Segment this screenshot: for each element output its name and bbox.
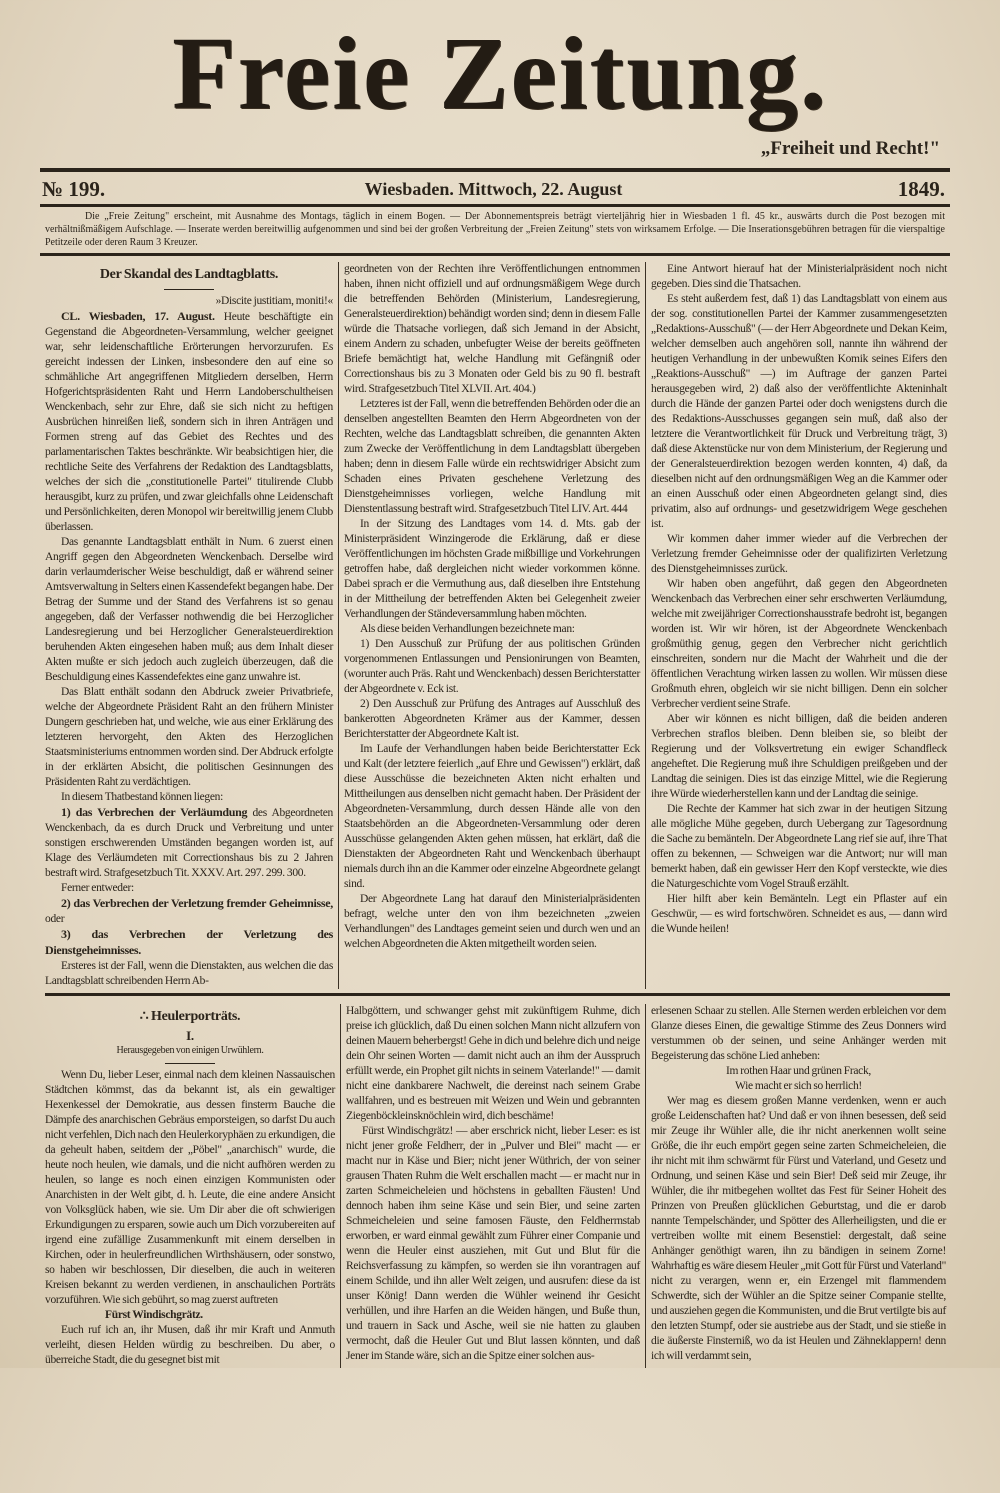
paragraph: [651, 577, 947, 712]
paragraph: [651, 712, 947, 802]
newspaper-header: [0, 0, 1000, 256]
paragraph-text: In der Sitzung des Landtages vom 14. d. Mts. gab der Ministerpräsident Winzingerode die Erklärung, daß er diese Veröffentlichungen im höchsten Grade mißbillige und Vorkehrungen getroffen habe, daß dergleichen nicht wieder vorkommen könne. Dabei sprach er die Vermuthung aus, daß dieselben ihre Entstehung in der Mittheilung der betreffenden Akten bei Gelegenheit zweier Verhandlungen der Ständeversammlung haben möchten.: [344, 518, 640, 620]
dateline: Wiesbaden. Mittwoch, 22. August: [364, 179, 623, 199]
paragraph: [45, 535, 333, 685]
newspaper-masthead: Freie Zeitung.: [172, 16, 828, 131]
paragraph-text: Eine Antwort hierauf hat der Ministerialpräsident noch nicht gegeben. Dies sind die Thatsachen.: [651, 263, 947, 290]
divider: [40, 204, 950, 207]
paragraph-lead: 2) das Verbrechen der Verletzung fremder Geheimnisse,: [61, 896, 333, 910]
issue-number: № 199.: [42, 177, 106, 201]
paragraph: [651, 1079, 946, 1094]
paragraph-text: Wenn Du, lieber Leser, einmal nach dem kleinen Nassauischen Städtchen kömmst, das da bekannt ist, als ein gewaltiger Hexenkessel der Demokratie, aus dessen finsterm Bauche die Dämpfe des anarchischen Gebräus emporsteigen, so darfst Du auch nicht verfehlen, Dich nach den Heulerkoryphäen zu erkundigen, die da geheult haben, seitdem der „Pöbel" „anarchisch" wurde, die heute noch heulen, wie damals, und die nicht aufhören werden zu heulen, so lange es noch einen einzigen Kommunisten oder Anarchisten in der Welt gibt, d. h. Leute, die eine andere Ansicht von Volksglück haben, wie sie. Um Dir aber die oft schwierigen Erkundigungen zu ersparen, sowie auch um Dich vorzubereiten auf irgend eine zufällige Zusammenkunft mit einem derselben in Kirchen, oder in heulerfreundlichen Wirthshäusern, oder sonstwo, so haben wir beschlossen, Dir dieselben, die auch in weiteren Kreisen bekannt zu werden verdienen, in anschaulichen Porträts vorzuführen. Wie sich gebührt, so mag zuerst auftreten: [45, 1069, 335, 1306]
divider: [40, 168, 950, 172]
paragraph-text: In diesem Thatbestand können liegen:: [61, 791, 223, 803]
subscription-notice: Die „Freie Zeitung" erscheint, mit Ausnahme des Montags, täglich in einem Bogen. — Der Abonnementspreis beträgt vierteljährig hier in Wiesbaden 1 fl. 45 kr., auswärts durch die Post bezogen mit verhältnißmäßigem Aufschlage. — Inserate werden bereitwillig aufgenommen und sind bei der großen Verbreitung der „Freien Zeitung" stets von wirksamem Erfolge. — Die Inserationsgebühren betragen für die vierspaltige Petitzeile oder deren Raum 3 Kreuzer.: [45, 211, 945, 248]
paragraph-text: Letzteres ist der Fall, wenn die betreffenden Behörden oder die an denselben angestellten Beamten den Herrn Abgeordneten von der Rechten, welche das Landtagsblatt schreiben, die genannten Akten zum Zwecke der Veröffentlichung in dem Landtagsblatt übergeben haben; denn in diesem Falle würde ein rechtswidriger Absicht zum Schaden eines Privaten geschehene Verletzung des Dienstgeheimnisses vorliegen, welche Handlung mit Dienstentlassung bestraft wird. Strafgesetzbuch Titel LIV. Art. 444: [344, 398, 640, 515]
paragraph: [344, 517, 640, 622]
article-title: [45, 1008, 335, 1026]
article-title: [45, 266, 333, 284]
paragraph-text: Fürst Windischgrätz.: [105, 1309, 203, 1321]
paragraph: [45, 309, 333, 535]
paragraph-text: ∴ Heulerporträts.: [139, 1009, 241, 1024]
paragraph-text: Wir haben oben angeführt, daß gegen den Abgeordneten Wenckenbach das Verbrechen einer sehr erschwerten Verläumdung, welche mit zweijähriger Correctionshausstrafe bedroht ist, begangen worden ist. Wir wir hören, ist der Abgeordnete Wenckenbach großmüthig genug, gegen den Verbrecher nicht gerichtlich einschreiten, sondern nur die Macht der Wahrheit und die der öffentlichen Verachtung wirken lassen zu wollen. Wir müssen diese Großmuth ehren, obgleich wir sie nicht billigen. Denn ein solcher Verbrecher verdient seine Strafe.: [651, 578, 947, 710]
title-separator: [165, 1063, 215, 1064]
paragraph: [45, 927, 333, 959]
paragraph-text: I.: [186, 1028, 194, 1043]
paragraph-text: geordneten von der Rechten ihre Veröffentlichungen entnommen haben, ihnen nicht offiziell und auf ordnungsmäßigem Wege durch die betreffenden Behörden (Ministerium, Landesregierung, Generalsteuerdirektion) behändigt worden sind; denn in diesem Falle würde die Thatsache vorliegen, daß sich Jemand in der Absicht, einem Andern zu schaden, unbefugter Weise der bereits geöffneten Briefe bemächtigt hat, welche Handlung mit Gefängniß oder Correctionshaus bis zu 3 Monaten oder Geld bis zu 90 fl. bestraft wird. Strafgesetzbuch Titel XLVII. Art. 404.): [344, 263, 640, 395]
paragraph-text: Ersteres ist der Fall, wenn die Dienstakten, aus welchen die das Landtagsblatt schreibenden Herrn Ab-: [45, 960, 333, 987]
paragraph: [344, 397, 640, 517]
paragraph-text: Herausgegeben von einigen Urwühlern.: [116, 1045, 264, 1056]
paragraph-text: Aber wir können es nicht billigen, daß die beiden anderen Verbrechen straflos bleiben. Denn bleiben sie, so bleibt der Regierung und der Volksvertretung ein ewiger Schandfleck angeheftet. Die Regierung muß ihre Schuldigen preißgeben und der Landtag die seinigen. Dies ist das einzige Mittel, wie die Regierung ihre Würde wiederherstellen kann und der Landtag die seinige.: [651, 713, 947, 800]
bottom-articles: [45, 993, 950, 1368]
paragraph-text: oder: [45, 913, 65, 925]
paragraph: [344, 697, 640, 742]
paragraph-text: des Abgeordneten Wenckenbach, da es durch Druck und Verbreitung und unter sonstigen erschwerenden Umständen begangen worden ist, auf Klage des Verläumdeten mit Correctionshaus bis zu 2 Jahren bestraft wird. Strafgesetzbuch Tit. XXXV. Art. 297. 299. 300.: [45, 807, 333, 879]
paragraph: [344, 262, 640, 397]
paragraph: [651, 262, 947, 292]
paragraph: [45, 1068, 335, 1308]
paragraph: [45, 790, 333, 805]
top-column-2: [338, 262, 645, 989]
paragraph-text: 1) Den Ausschuß zur Prüfung der aus politischen Gründen vorgenommenen Entlassungen und Pensionirungen von Beamten, (worunter auch Präs. Raht und Wenckenbach) dessen Berichterstatter der Abgeordnete v. Eck ist.: [344, 638, 640, 695]
paragraph-text: Wie macht er sich so herrlich!: [735, 1080, 862, 1092]
paragraph-text: erlesenen Schaar zu stellen. Alle Sternen werden erbleichen vor dem Glanze dieses Einen, die gewaltige Stimme des Zeus Donners wird verstummen ob der seinen, und seine Anhänger werden mit Begeisterung das schöne Lied anheben:: [651, 1005, 946, 1062]
paragraph-text: Wer mag es diesem großen Manne verdenken, wenn er auch große Leidenschaften hat? Und daß er von ihnen besessen, deß seid mir Zeuge ihr Wühler alle, die ihr nicht anerkennen wollt seine Größe, die ihr euch empört gegen seine zarten Schmeicheleien, die ihr nicht mit ihm schwärmt für Fürst und Vaterland, und Gesetz und Ordnung, und seinen Käse und sein Bier! Deß seid mir Zeuge, ihr Wühler, die ihr mitbegehen wolltet das Fest für Seiner Hoheit des Prinzen von Preußen glücklichen Geburtstag, und die er darob nannte Tempelschänder, und Spötter des Allerheiligsten, und die er vertreiben wollte mit einem Besenstiel: dergestalt, daß seine Anhänger genöthigt waren, ihn zu bändigen in seinem Zorne! Wahrhaftig es wäre diesem Heuler „mit Gott für Fürst und Vaterland" nicht zu verargen, wenn er, ein Erzengel mit flammendem Schwerdte, sich der Wühler an die Spitze seiner Companie stellte, und ausziehen gegen die Kommunisten, und die Brut vertilgte bis auf den letzten Stumpf, oder sie austriebe aus der Stadt, und sie stieße in die äußerste Finsterniß, wo da ist Heulen und Zähneklappern! denn ich will verdammt sein,: [651, 1095, 946, 1362]
paragraph-text: Der Abgeordnete Lang hat darauf den Ministerialpräsidenten befragt, welche unter den von ihm bezeichneten „zweien Verhandlungen" des Landtages gemeint seien und durch wen und an welchen Abgeordneten die Akten mitgetheilt worden seien.: [344, 893, 640, 950]
top-column-1: [45, 262, 338, 989]
top-articles: [45, 256, 950, 989]
paragraph-text: Heute beschäftigte ein Gegenstand die Abgeordneten-Versammlung, welcher geeignet war, sehr leidenschaftliche Erörterungen hervorzurufen. Es gereicht indessen der Linken, insbesondere den auf eine so schmähliche Art angegriffenen Mitgliedern derselben, Herrn Hofgerichtspräsidenten Raht und Herrn Landoberschultheisen Wenckenbach, sehr zur Ehre, daß sie sich nicht zu heftigen Ausbrüchen hinreißen ließ, sondern sich in ihren Anträgen und Formen streng auf das Gebiet des Rechtes und des parlamentarischen Taktes beschränkte. Wir beabsichtigen hier, die rechtliche Seite des Verfahrens der Redaktion des Landtagsblatts, welches der sich die „constitutionelle Partei" titulirende Clubb herausgibt, kurz zu prüfen, und zwar gleichfalls ohne Leidenschaft und Persönlichkeiten, deren Monopol wir bereitwillig jenem Clubb überlassen.: [45, 311, 333, 533]
paragraph-text: Hier hilft aber kein Bemänteln. Legt ein Pflaster auf ein Geschwür, — es wird fortschwören. Schneidet es aus, — dann wird die Wunde heilen!: [651, 893, 947, 935]
divider: [40, 253, 950, 256]
paragraph-lead: 1) das Verbrechen der Verläumdung: [61, 805, 248, 819]
masthead-motto: „Freiheit und Recht!": [760, 138, 940, 159]
paragraph-text: Fürst Windischgrätz! — aber erschrick nicht, lieber Leser: es ist nicht jener große Feldherr, der in „Pulver und Blei" macht — er macht nur in Käse und Bier; nicht jener Wüthrich, der von seiner grausen Thaten Ruhm die Welt erschallen macht — er macht nur in zarten Schmeicheleien und höchstens in geballten Fäusten! Und dennoch haben ihm seine Käse und sein Bier, und seine zarten Schmeicheleien und seine famosen Fäuste, den Feldherrnstab erworben, er ward einmal gewählt zum Führer einer Companie und wenn die Heuler einst ausziehen, mit Gut und Blut für die Reichsverfassung zu kämpfen, so werden sie ihn vorantragen auf einem Schilde, und ihn aller Welt zeigen, und ausrufen: diese da ist unser König! Dann werden die Wühler weinend ihr Gesicht verhüllen, und ihre Harfen an die Weiden hängen, und Buße thun, und trauern in Sack und Asche, weil sie nie hatten zu glauben vermocht, daß die Heuler Gut und Blut lassen könnten, und daß Jener im Stande wäre, sich an die Spitze einer solchen aus-: [346, 1125, 640, 1362]
paragraph-text: Halbgöttern, und schwanger gehst mit zukünftigem Ruhme, dich preise ich glücklich, daß Du einen solchen Mann nicht allzufern von deinen Mauern beherbergst! Gehe in dich und belehre dich und neige dein Ohr seinen Worten — damit nicht auch an ihm der Ausspruch erfüllt werde, ein Prophet gilt nichts in seinem Vaterlande!" — damit nicht eine dankbarere Nachwelt, die dereinst nach seinem Grabe wallfahren, und es bestreuen mit Weizen und Wein und gebrannten Ziegenböckleinsknöchlein wird, dich beschäme!: [346, 1005, 640, 1122]
paragraph-text: Im rothen Haar und grünen Frack,: [725, 1065, 871, 1077]
paragraph-text: Euch ruf ich an, ihr Musen, daß ihr mir Kraft und Anmuth verleiht, diesen Helden würdig zu beschreiben. Du aber, o überreiche Stadt, die du gesegnet bist mit: [45, 1324, 335, 1366]
bottom-column-1: [45, 1004, 340, 1368]
paragraph: [651, 892, 947, 937]
paragraph: [45, 959, 333, 989]
paragraph-text: Das genannte Landtagsblatt enthält in Num. 6 zuerst einen Angriff gegen den Abgeordneten Wenckenbach. Derselbe wird darin verlaumderischer Weise beschuldigt, daß er während seiner Amtsverwaltung in Selters einen Kassendefekt begangen habe. Der Betrag der Summe und der Stand des Verfahrens ist so genau angegeben, daß der Verfasser nothwendig die bei Herzoglicher Landesregierung und bei Herzoglicher Generalsteuerdirektion beruhenden Akten eingesehen haben muß; aus dem Inhalt dieser Akten mußte er sich jedoch auch zugleich überzeugen, daß die Beschuldigung eines Kassendefektes eine ganz unwahre ist.: [45, 536, 333, 683]
section-heading: [45, 1308, 335, 1323]
paragraph-text: Wir kommen daher immer wieder auf die Verbrechen der Verletzung fremder Geheimnisse oder der qualifizirten Verletzung des Dienstgeheimnisses zurück.: [651, 533, 947, 575]
paragraph: [651, 1004, 946, 1064]
paragraph: [344, 622, 640, 637]
paragraph: [45, 294, 333, 309]
paragraph: [651, 532, 947, 577]
paragraph-text: Ferner entweder:: [61, 882, 134, 894]
paragraph: [344, 892, 640, 952]
paragraph: [45, 881, 333, 896]
paragraph: [344, 742, 640, 892]
paragraph: [651, 292, 947, 532]
paragraph-lead: CL. Wiesbaden, 17. August.: [61, 309, 215, 323]
paragraph-text: Als diese beiden Verhandlungen bezeichnete man:: [360, 623, 575, 635]
paragraph-text: Das Blatt enthält sodann den Abdruck zweier Privatbriefe, welche der Abgeordnete Präsident Raht an den frühern Minister Dungern geschrieben hat, und welche, wie aus einer Erklärung des letzteren hervorgeht, den Akten des Herzoglichen Staatsministeriums entnommen worden sind. Der Abdruck erfolgte in der erklärten Absicht, die politischen Gesinnungen des Präsidenten Raht zu verdächtigen.: [45, 686, 333, 788]
issue-line: [42, 176, 945, 202]
paragraph-text: Der Skandal des Landtagblatts.: [99, 267, 279, 282]
top-column-3: [645, 262, 952, 989]
paragraph: [45, 805, 333, 881]
paragraph: [45, 1323, 335, 1368]
paragraph-text: Es steht außerdem fest, daß 1) das Landtagsblatt von einem aus der sog. constitutionellen Partei der Kammer zusammengesetzten „Redaktions-Ausschuß" (— der Herr Abgeordnete und Dekan Keim, welcher demselben auch angehören soll, nannte ihn während der heutigen Verhandlung in der unbewußten Komik seines Eifers den „Reaktions-Ausschuß" —) im Auftrage der ganzen Partei herausgegeben wird, 2) daß also der veröffentlichte Akteninhalt durch die Hände der ganzen Partei oder doch wenigstens durch die des Redaktions-Ausschusses gegangen sein muß, daß also der letztere die Verantwortlichkeit für Druck und Verbreitung trägt, 3) daß diese Aktenstücke nur von dem Ministerium, der Regierung und der Generalsteuerdirektion bezogen werden konnten, 4) daß, da dieselben nicht auf den ordnungsmäßigen Weg an die Kammer oder an einen Ausschuß oder einen Abgeordneten gelangt sind, dies privatim, also auf ordnungs- und gesetzwidrigem Wege geschehen ist.: [651, 293, 947, 530]
paragraph-text: Die Rechte der Kammer hat sich zwar in der heutigen Sitzung alle mögliche Mühe gegeben, durch Uebergang zur Tagesordnung die Sache zu bemänteln. Der Abgeordnete Lang rief sie auf, ihre That offen zu bekennen, — Schweigen war die Antwort; nur will man bemerkt haben, daß ein gewisser Herr den Kopf versteckte, wie dies die Naturgeschichte vom Vogel Strauß erzählt.: [651, 803, 947, 890]
paragraph-text: Im Laufe der Verhandlungen haben beide Berichterstatter Eck und Kalt (der letztere feierlich „auf Ehre und Gewissen") erklärt, daß diese Ausschüsse die bezeichneten Akten nicht erhalten und Mittheilungen aus denselben nicht gemacht haben. Der Präsident der Abgeordneten-Versammlung, durch dessen Hände alle von den Staatsbehörden an die Abgeordneten-Versammlung oder deren Ausschüsse gelangenden Akten gehen müssen, hat erklärt, daß die Dienstakten der Abgeordneten Raht und Wenckenbach überhaupt niemals durch ihn an die Kammer oder einzelne Abgeordnete gelangt sind.: [344, 743, 640, 890]
paragraph: [346, 1004, 640, 1124]
paragraph: [45, 685, 333, 790]
paragraph: [651, 1094, 946, 1364]
paragraph: [346, 1124, 640, 1364]
paragraph-text: 2) Den Ausschuß zur Prüfung des Antrages auf Ausschluß des bankerotten Abgeordneten Krämer aus der Kammer, dessen Berichterstatter der Abgeordnete Kalt ist.: [344, 698, 640, 740]
bottom-column-2: [340, 1004, 645, 1368]
paragraph-lead: 3) das Verbrechen der Verletzung des Dienstgeheimnisses.: [45, 927, 333, 957]
paragraph: [45, 896, 333, 927]
title-separator: [164, 289, 214, 290]
paragraph: [651, 1064, 946, 1079]
paragraph: [45, 1028, 335, 1043]
bottom-column-3: [645, 1004, 951, 1368]
paragraph: [45, 1043, 335, 1058]
issue-year: 1849.: [897, 177, 945, 201]
paragraph: [651, 802, 947, 892]
paragraph: [344, 637, 640, 697]
paragraph-text: »Discite justitiam, moniti!«: [215, 295, 333, 307]
